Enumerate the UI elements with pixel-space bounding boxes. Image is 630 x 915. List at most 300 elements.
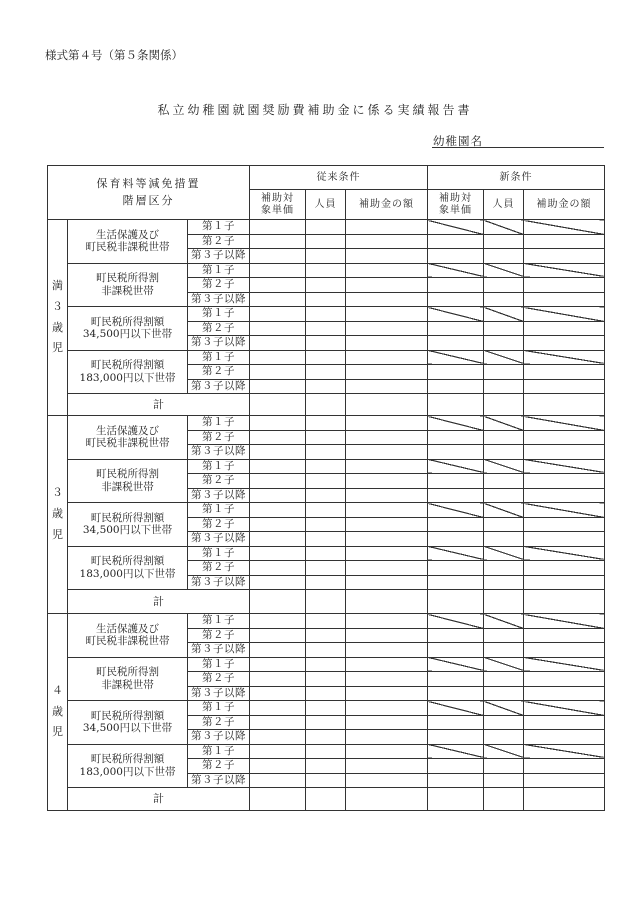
old-persons-cell[interactable] <box>306 744 346 759</box>
new-subsidy-amount-cell[interactable] <box>524 517 605 532</box>
new-unit-price-cell[interactable] <box>428 416 484 431</box>
old-unit-price-cell[interactable] <box>250 575 306 590</box>
new-unit-price-cell[interactable] <box>428 517 484 532</box>
new-subsidy-amount-cell[interactable] <box>524 474 605 489</box>
old-unit-price-cell[interactable] <box>250 614 306 629</box>
old-persons-total-cell[interactable] <box>306 590 346 614</box>
new-subsidy-amount-cell[interactable] <box>524 575 605 590</box>
old-persons-cell[interactable] <box>306 686 346 701</box>
old-unit-price-cell[interactable] <box>250 278 306 293</box>
new-persons-cell[interactable] <box>484 488 524 503</box>
report-table <box>47 165 604 811</box>
new-unit-price-cell[interactable] <box>428 350 484 365</box>
old-unit-price-cell[interactable] <box>250 416 306 431</box>
new-persons-cell[interactable] <box>484 672 524 687</box>
new-persons-cell[interactable] <box>484 365 524 380</box>
new-persons-cell[interactable] <box>484 445 524 460</box>
new-subsidy-amount-cell[interactable] <box>524 307 605 322</box>
child-order-label: 第１子 <box>188 503 250 518</box>
child-order-label: 第３子以降 <box>188 686 250 701</box>
new-persons-total-cell[interactable] <box>484 788 524 811</box>
new-subsidy-amount-cell[interactable] <box>524 278 605 293</box>
new-subsidy-amount-cell[interactable] <box>524 546 605 561</box>
old-subsidy-amount-cell[interactable] <box>346 532 428 547</box>
table-row <box>48 263 605 278</box>
old-persons-cell[interactable] <box>306 321 346 336</box>
old-subsidy-amount-cell[interactable] <box>346 657 428 672</box>
income-category-label: 町民税所得割額 34,500円以下世帯 <box>68 307 188 351</box>
total-row <box>48 788 605 811</box>
old-unit-price-cell[interactable] <box>250 488 306 503</box>
old-unit-price-header: 補助対 象単価 <box>250 190 306 220</box>
income-category-label: 町民税所得割額 34,500円以下世帯 <box>68 503 188 547</box>
old-persons-cell[interactable] <box>306 292 346 307</box>
table-row <box>48 614 605 629</box>
new-persons-cell[interactable] <box>484 701 524 716</box>
new-unit-price-cell[interactable] <box>428 759 484 774</box>
new-unit-price-total-cell[interactable] <box>428 788 484 811</box>
new-persons-cell[interactable] <box>484 336 524 351</box>
old-subsidy-amount-cell[interactable] <box>346 517 428 532</box>
old-persons-cell[interactable] <box>306 459 346 474</box>
new-unit-price-cell[interactable] <box>428 773 484 788</box>
old-persons-cell[interactable] <box>306 517 346 532</box>
old-unit-price-total-cell[interactable] <box>250 788 306 811</box>
old-unit-price-cell[interactable] <box>250 445 306 460</box>
new-subsidy-amount-cell[interactable] <box>524 365 605 380</box>
old-persons-cell[interactable] <box>306 672 346 687</box>
new-subsidy-amount-cell[interactable] <box>524 744 605 759</box>
table-row <box>48 701 605 716</box>
old-unit-price-total-cell[interactable] <box>250 394 306 416</box>
old-persons-cell[interactable] <box>306 234 346 249</box>
new-unit-price-cell[interactable] <box>428 263 484 278</box>
document-title: 私立幼稚園就園奨励費補助金に係る実績報告書 <box>157 103 473 117</box>
child-order-label: 第２子 <box>188 365 250 380</box>
child-order-label: 第１子 <box>188 701 250 716</box>
child-order-label: 第２子 <box>188 628 250 643</box>
new-persons-total-cell[interactable] <box>484 394 524 416</box>
old-persons-header: 人員 <box>306 190 346 220</box>
new-persons-cell[interactable] <box>484 350 524 365</box>
old-unit-price-cell[interactable] <box>250 292 306 307</box>
new-subsidy-amount-cell[interactable] <box>524 701 605 716</box>
child-order-label: 第３子以降 <box>188 379 250 394</box>
old-persons-cell[interactable] <box>306 379 346 394</box>
new-unit-price-cell[interactable] <box>428 614 484 629</box>
new-persons-cell[interactable] <box>484 249 524 264</box>
old-persons-cell[interactable] <box>306 628 346 643</box>
new-subsidy-amount-cell[interactable] <box>524 715 605 730</box>
new-persons-cell[interactable] <box>484 614 524 629</box>
old-subsidy-amount-cell[interactable] <box>346 546 428 561</box>
child-order-label: 第２子 <box>188 517 250 532</box>
new-unit-price-cell[interactable] <box>428 278 484 293</box>
child-order-label: 第３子以降 <box>188 249 250 264</box>
new-subsidy-amount-cell[interactable] <box>524 672 605 687</box>
old-subsidy-amount-cell[interactable] <box>346 672 428 687</box>
child-order-label: 第１子 <box>188 546 250 561</box>
child-order-label: 第３子以降 <box>188 575 250 590</box>
new-persons-cell[interactable] <box>484 474 524 489</box>
new-unit-price-cell[interactable] <box>428 744 484 759</box>
new-subsidy-amount-cell[interactable] <box>524 336 605 351</box>
new-persons-cell[interactable] <box>484 517 524 532</box>
table-row <box>48 744 605 759</box>
new-persons-cell[interactable] <box>484 546 524 561</box>
new-subsidy-amount-cell[interactable] <box>524 773 605 788</box>
new-unit-price-cell[interactable] <box>428 701 484 716</box>
new-subsidy-amount-cell[interactable] <box>524 350 605 365</box>
old-persons-total-cell[interactable] <box>306 788 346 811</box>
old-unit-price-cell[interactable] <box>250 336 306 351</box>
old-subsidy-amount-cell[interactable] <box>346 416 428 431</box>
child-order-label: 第２子 <box>188 672 250 687</box>
old-persons-cell[interactable] <box>306 350 346 365</box>
new-subsidy-amount-cell[interactable] <box>524 561 605 576</box>
child-order-label: 第２子 <box>188 715 250 730</box>
old-unit-price-cell[interactable] <box>250 474 306 489</box>
new-unit-price-cell[interactable] <box>428 546 484 561</box>
new-subsidy-amount-cell[interactable] <box>524 759 605 774</box>
new-unit-price-cell[interactable] <box>428 686 484 701</box>
total-label: 計 <box>68 788 250 811</box>
old-persons-cell[interactable] <box>306 336 346 351</box>
new-unit-price-cell[interactable] <box>428 561 484 576</box>
new-persons-cell[interactable] <box>484 430 524 445</box>
total-row <box>48 590 605 614</box>
new-unit-price-cell[interactable] <box>428 365 484 380</box>
old-unit-price-cell[interactable] <box>250 643 306 658</box>
old-subsidy-amount-cell[interactable] <box>346 430 428 445</box>
new-subsidy-amount-cell[interactable] <box>524 730 605 745</box>
new-unit-price-cell[interactable] <box>428 672 484 687</box>
new-persons-cell[interactable] <box>484 234 524 249</box>
old-persons-cell[interactable] <box>306 715 346 730</box>
new-persons-cell[interactable] <box>484 416 524 431</box>
new-persons-cell[interactable] <box>484 278 524 293</box>
old-persons-cell[interactable] <box>306 430 346 445</box>
child-order-label: 第１子 <box>188 657 250 672</box>
new-unit-price-cell[interactable] <box>428 657 484 672</box>
old-unit-price-cell[interactable] <box>250 379 306 394</box>
old-persons-total-cell[interactable] <box>306 394 346 416</box>
child-order-label: 第２子 <box>188 759 250 774</box>
old-persons-cell[interactable] <box>306 701 346 716</box>
new-subsidy-amount-cell[interactable] <box>524 379 605 394</box>
new-persons-cell[interactable] <box>484 292 524 307</box>
old-subsidy-amount-cell[interactable] <box>346 234 428 249</box>
new-persons-cell[interactable] <box>484 575 524 590</box>
old-unit-price-cell[interactable] <box>250 701 306 716</box>
new-unit-price-cell[interactable] <box>428 430 484 445</box>
new-persons-cell[interactable] <box>484 686 524 701</box>
table-row <box>48 307 605 322</box>
child-order-label: 第１子 <box>188 220 250 235</box>
child-order-label: 第３子以降 <box>188 730 250 745</box>
new-subsidy-amount-cell[interactable] <box>524 430 605 445</box>
old-persons-cell[interactable] <box>306 278 346 293</box>
old-persons-cell[interactable] <box>306 643 346 658</box>
old-unit-price-cell[interactable] <box>250 321 306 336</box>
old-unit-price-cell[interactable] <box>250 307 306 322</box>
old-subsidy-amount-cell[interactable] <box>346 614 428 629</box>
old-persons-cell[interactable] <box>306 365 346 380</box>
old-subsidy-amount-cell[interactable] <box>346 759 428 774</box>
old-subsidy-amount-cell[interactable] <box>346 379 428 394</box>
old-persons-cell[interactable] <box>306 759 346 774</box>
new-subsidy-amount-cell[interactable] <box>524 686 605 701</box>
table-row <box>48 350 605 365</box>
new-subsidy-amount-cell[interactable] <box>524 628 605 643</box>
income-category-label: 町民税所得割 非課税世帯 <box>68 459 188 503</box>
old-unit-price-cell[interactable] <box>250 628 306 643</box>
old-subsidy-amount-cell[interactable] <box>346 773 428 788</box>
old-persons-cell[interactable] <box>306 503 346 518</box>
old-subsidy-amount-cell[interactable] <box>346 445 428 460</box>
new-unit-price-cell[interactable] <box>428 628 484 643</box>
old-persons-cell[interactable] <box>306 532 346 547</box>
new-unit-price-cell[interactable] <box>428 474 484 489</box>
income-category-label: 生活保護及び 町民税非課税世帯 <box>68 614 188 658</box>
old-subsidy-amount-total-cell[interactable] <box>346 788 428 811</box>
new-persons-cell[interactable] <box>484 730 524 745</box>
new-unit-price-cell[interactable] <box>428 379 484 394</box>
new-subsidy-amount-cell[interactable] <box>524 234 605 249</box>
new-subsidy-amount-cell[interactable] <box>524 263 605 278</box>
income-category-label: 町民税所得割額 183,000円以下世帯 <box>68 546 188 590</box>
old-subsidy-amount-cell[interactable] <box>346 307 428 322</box>
income-category-label: 生活保護及び 町民税非課税世帯 <box>68 220 188 264</box>
old-subsidy-amount-cell[interactable] <box>346 365 428 380</box>
old-unit-price-cell[interactable] <box>250 430 306 445</box>
old-subsidy-amount-cell[interactable] <box>346 730 428 745</box>
new-subsidy-amount-cell[interactable] <box>524 657 605 672</box>
old-unit-price-cell[interactable] <box>250 365 306 380</box>
old-subsidy-amount-cell[interactable] <box>346 459 428 474</box>
new-persons-cell[interactable] <box>484 561 524 576</box>
new-persons-cell[interactable] <box>484 628 524 643</box>
old-persons-cell[interactable] <box>306 657 346 672</box>
old-subsidy-amount-cell[interactable] <box>346 715 428 730</box>
new-persons-cell[interactable] <box>484 532 524 547</box>
child-order-label: 第１子 <box>188 350 250 365</box>
new-subsidy-amount-cell[interactable] <box>524 416 605 431</box>
new-persons-cell[interactable] <box>484 220 524 235</box>
child-order-label: 第３子以降 <box>188 336 250 351</box>
table-row <box>48 503 605 518</box>
old-subsidy-amount-cell[interactable] <box>346 321 428 336</box>
new-subsidy-amount-total-cell[interactable] <box>524 394 605 416</box>
income-category-label: 町民税所得割額 183,000円以下世帯 <box>68 350 188 394</box>
old-persons-cell[interactable] <box>306 220 346 235</box>
old-persons-cell[interactable] <box>306 773 346 788</box>
new-unit-price-cell[interactable] <box>428 503 484 518</box>
child-order-label: 第１子 <box>188 614 250 629</box>
old-persons-cell[interactable] <box>306 488 346 503</box>
old-subsidy-amount-cell[interactable] <box>346 263 428 278</box>
old-persons-cell[interactable] <box>306 249 346 264</box>
new-unit-price-total-cell[interactable] <box>428 590 484 614</box>
child-order-label: 第１子 <box>188 744 250 759</box>
old-unit-price-cell[interactable] <box>250 517 306 532</box>
new-persons-cell[interactable] <box>484 759 524 774</box>
old-unit-price-cell[interactable] <box>250 546 306 561</box>
old-subsidy-amount-cell[interactable] <box>346 488 428 503</box>
new-subsidy-amount-cell[interactable] <box>524 532 605 547</box>
old-persons-cell[interactable] <box>306 445 346 460</box>
new-subsidy-amount-cell[interactable] <box>524 614 605 629</box>
old-subsidy-amount-header: 補助金の額 <box>346 190 428 220</box>
old-unit-price-cell[interactable] <box>250 759 306 774</box>
new-persons-cell[interactable] <box>484 263 524 278</box>
new-subsidy-amount-cell[interactable] <box>524 292 605 307</box>
old-persons-cell[interactable] <box>306 575 346 590</box>
new-unit-price-cell[interactable] <box>428 220 484 235</box>
old-subsidy-amount-cell[interactable] <box>346 350 428 365</box>
old-subsidy-amount-cell[interactable] <box>346 628 428 643</box>
old-subsidy-amount-cell[interactable] <box>346 561 428 576</box>
new-unit-price-cell[interactable] <box>428 715 484 730</box>
child-order-label: 第３子以降 <box>188 643 250 658</box>
income-category-label: 町民税所得割額 34,500円以下世帯 <box>68 701 188 745</box>
age-group-label: ４ 歳 児 <box>48 614 68 811</box>
new-persons-cell[interactable] <box>484 503 524 518</box>
new-unit-price-cell[interactable] <box>428 292 484 307</box>
new-persons-cell[interactable] <box>484 307 524 322</box>
new-persons-cell[interactable] <box>484 379 524 394</box>
old-subsidy-amount-total-cell[interactable] <box>346 590 428 614</box>
new-unit-price-total-cell[interactable] <box>428 394 484 416</box>
old-subsidy-amount-cell[interactable] <box>346 278 428 293</box>
old-persons-cell[interactable] <box>306 307 346 322</box>
old-subsidy-amount-total-cell[interactable] <box>346 394 428 416</box>
child-order-label: 第１子 <box>188 416 250 431</box>
new-persons-cell[interactable] <box>484 657 524 672</box>
old-unit-price-cell[interactable] <box>250 350 306 365</box>
old-subsidy-amount-cell[interactable] <box>346 249 428 264</box>
old-unit-price-cell[interactable] <box>250 263 306 278</box>
table-row <box>48 416 605 431</box>
old-subsidy-amount-cell[interactable] <box>346 220 428 235</box>
age-group-label: ３ 歳 児 <box>48 416 68 614</box>
new-persons-cell[interactable] <box>484 715 524 730</box>
old-unit-price-cell[interactable] <box>250 744 306 759</box>
new-persons-cell[interactable] <box>484 643 524 658</box>
kindergarten-name-label: 幼稚園名 <box>433 134 483 148</box>
new-persons-cell[interactable] <box>484 744 524 759</box>
new-subsidy-amount-cell[interactable] <box>524 643 605 658</box>
table-row <box>48 657 605 672</box>
new-subsidy-amount-cell[interactable] <box>524 459 605 474</box>
old-persons-cell[interactable] <box>306 416 346 431</box>
new-unit-price-cell[interactable] <box>428 307 484 322</box>
new-unit-price-cell[interactable] <box>428 488 484 503</box>
new-unit-price-cell[interactable] <box>428 321 484 336</box>
new-unit-price-cell[interactable] <box>428 249 484 264</box>
new-unit-price-cell[interactable] <box>428 445 484 460</box>
new-unit-price-cell[interactable] <box>428 730 484 745</box>
old-unit-price-cell[interactable] <box>250 234 306 249</box>
child-order-label: 第１子 <box>188 263 250 278</box>
old-persons-cell[interactable] <box>306 546 346 561</box>
old-subsidy-amount-cell[interactable] <box>346 336 428 351</box>
old-unit-price-cell[interactable] <box>250 459 306 474</box>
income-category-label: 生活保護及び 町民税非課税世帯 <box>68 416 188 460</box>
old-unit-price-cell[interactable] <box>250 220 306 235</box>
new-subsidy-amount-cell[interactable] <box>524 249 605 264</box>
new-subsidy-amount-total-cell[interactable] <box>524 590 605 614</box>
old-persons-cell[interactable] <box>306 561 346 576</box>
old-unit-price-cell[interactable] <box>250 730 306 745</box>
old-subsidy-amount-cell[interactable] <box>346 292 428 307</box>
old-unit-price-cell[interactable] <box>250 503 306 518</box>
new-subsidy-amount-cell[interactable] <box>524 321 605 336</box>
child-order-label: 第３子以降 <box>188 488 250 503</box>
old-persons-cell[interactable] <box>306 730 346 745</box>
old-unit-price-cell[interactable] <box>250 249 306 264</box>
old-persons-cell[interactable] <box>306 614 346 629</box>
old-subsidy-amount-cell[interactable] <box>346 575 428 590</box>
old-subsidy-amount-cell[interactable] <box>346 503 428 518</box>
age-group-label: 満 ３ 歳 児 <box>48 220 68 416</box>
new-unit-price-cell[interactable] <box>428 643 484 658</box>
old-persons-cell[interactable] <box>306 474 346 489</box>
new-unit-price-cell[interactable] <box>428 459 484 474</box>
old-unit-price-cell[interactable] <box>250 686 306 701</box>
total-label: 計 <box>68 590 250 614</box>
child-order-label: 第２子 <box>188 278 250 293</box>
old-persons-cell[interactable] <box>306 263 346 278</box>
new-unit-price-cell[interactable] <box>428 575 484 590</box>
new-persons-total-cell[interactable] <box>484 590 524 614</box>
total-row <box>48 394 605 416</box>
form-number: 様式第４号（第５条関係） <box>45 48 183 62</box>
old-subsidy-amount-cell[interactable] <box>346 643 428 658</box>
old-unit-price-cell[interactable] <box>250 561 306 576</box>
old-unit-price-cell[interactable] <box>250 657 306 672</box>
new-unit-price-header: 補助対 象単価 <box>428 190 484 220</box>
new-subsidy-amount-cell[interactable] <box>524 220 605 235</box>
old-subsidy-amount-cell[interactable] <box>346 686 428 701</box>
old-subsidy-amount-cell[interactable] <box>346 701 428 716</box>
old-subsidy-amount-cell[interactable] <box>346 744 428 759</box>
new-subsidy-amount-cell[interactable] <box>524 488 605 503</box>
new-subsidy-amount-cell[interactable] <box>524 445 605 460</box>
table-row <box>48 220 605 235</box>
new-persons-header: 人員 <box>484 190 524 220</box>
old-unit-price-total-cell[interactable] <box>250 590 306 614</box>
child-order-label: 第２子 <box>188 321 250 336</box>
new-persons-cell[interactable] <box>484 321 524 336</box>
old-conditions-header: 従来条件 <box>250 166 428 190</box>
old-unit-price-cell[interactable] <box>250 773 306 788</box>
kindergarten-name-field[interactable] <box>432 147 604 148</box>
child-order-label: 第２子 <box>188 430 250 445</box>
new-unit-price-cell[interactable] <box>428 336 484 351</box>
new-unit-price-cell[interactable] <box>428 532 484 547</box>
new-subsidy-amount-cell[interactable] <box>524 503 605 518</box>
old-unit-price-cell[interactable] <box>250 532 306 547</box>
new-persons-cell[interactable] <box>484 459 524 474</box>
old-subsidy-amount-cell[interactable] <box>346 474 428 489</box>
old-unit-price-cell[interactable] <box>250 715 306 730</box>
old-unit-price-cell[interactable] <box>250 672 306 687</box>
new-unit-price-cell[interactable] <box>428 234 484 249</box>
new-persons-cell[interactable] <box>484 773 524 788</box>
new-subsidy-amount-total-cell[interactable] <box>524 788 605 811</box>
child-order-label: 第１子 <box>188 307 250 322</box>
